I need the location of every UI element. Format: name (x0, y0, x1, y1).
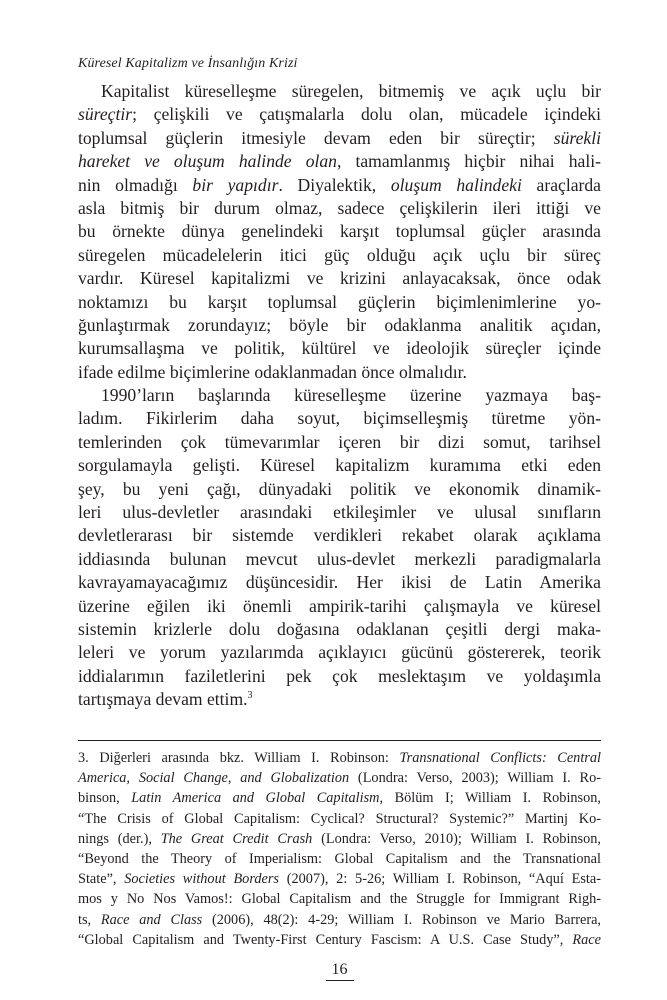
text-line (78, 244, 601, 267)
text-run: (Londra: Verso, 2010); William I. Robinson, (312, 830, 601, 847)
footnote-line (78, 748, 601, 768)
page-footer (78, 961, 601, 981)
italic-text: oluşum halindeki (390, 174, 522, 195)
text-run: binson, (78, 790, 132, 807)
text-line (78, 384, 601, 407)
footnote-line (78, 829, 601, 849)
text-run: leleri ve yorum yazılarımda açıklayıcı gücünü göstererek, teorik (78, 642, 601, 663)
text-line (78, 103, 601, 126)
text-line (78, 431, 601, 454)
italic-text: The Great Credit Crash (160, 830, 313, 847)
italic-text: Race and Class (100, 911, 203, 928)
text-run: “The Crisis of Global Capitalism: Cyclical? Structural? Systemic?” Martinj Ko- (78, 810, 601, 827)
text-line (78, 267, 601, 290)
footnote-separator (78, 740, 601, 741)
body-text (78, 80, 601, 712)
footnote-line (78, 910, 601, 930)
text-line (78, 127, 601, 150)
text-line (78, 174, 601, 197)
text-run: üzerine eğilen iki önemli ampirik-tarihi çalışmayla ve küresel (78, 595, 601, 616)
text-run: “Global Capitalism and Twenty-First Century Fascism: A U.S. Case Study”, (78, 931, 573, 948)
text-run: Kapitalist küreselleşme süregelen, bitmemiş ve açık uçlu bir (101, 81, 601, 101)
text-run: devletlerarası bir sistemde verdikleri rekabet olarak açıklama (78, 525, 601, 546)
footnotes (78, 748, 601, 950)
text-run: (Londra: Verso, 2003); William I. Ro- (349, 770, 601, 787)
text-run: sistemin krizlerle dolu doğasına odaklanan çeşitli dergi maka- (78, 618, 601, 639)
italic-text: bir yapıdır (192, 174, 279, 195)
text-run: temlerinden çok tümevarımlar içeren bir dizi somut, tarihsel (78, 431, 601, 452)
text-run: tamamlanmış hiçbir nihai hali- (341, 151, 601, 172)
text-run: (2007), 2: 5-26; William I. Robinson, “Aquí Esta- (279, 871, 601, 888)
text-line (78, 595, 601, 618)
text-run: noktamızı bu karşıt toplumsal güçlerin biçimlenimlerine yo- (78, 291, 601, 312)
text-run: sorgulamayla gelişti. Küresel kapitalizm kuramıma etki eden (78, 455, 601, 476)
italic-text: Latin America and Global Capitalism (131, 790, 380, 807)
text-run: . Diyalektik, (278, 174, 391, 195)
text-line (78, 571, 601, 594)
text-line (78, 150, 601, 173)
text-run: araçlarda (521, 174, 601, 195)
text-line (78, 665, 601, 688)
text-line (78, 454, 601, 477)
text-run: ladım. Fikirlerim daha soyut, biçimselleşmiş türetme yön- (78, 408, 601, 429)
italic-text: Societies without Borders (124, 871, 279, 888)
text-run: kavrayamayacağımız düşüncesidir. Her ikisi de Latin Amerika (78, 572, 601, 593)
footnote-line (78, 849, 601, 869)
italic-text: Transnational Conflicts: Central (399, 750, 601, 766)
text-line (78, 688, 601, 711)
text-line (78, 478, 601, 501)
running-head: Küresel Kapitalizm ve İnsanlığın Krizi (78, 56, 298, 71)
footnote-line (78, 768, 601, 788)
text-run: iddialarımın faziletlerini pek çok meslektaşım ve yoldaşımla (78, 665, 601, 686)
text-run: ; çelişkili ve çatışmalarla dolu olan, mücadele içindeki (132, 104, 601, 125)
italic-text: hareket ve oluşum halinde olan, (78, 151, 342, 172)
footnote-line (78, 889, 601, 909)
text-run: mos y No Nos Vamos!: Global Capitalism and the Struggle for Immigrant Righ- (78, 891, 601, 908)
footnote-marker: 3 (247, 690, 253, 702)
footnote-line (78, 869, 601, 889)
text-run: iddiasında bulunan mevcut ulus-devlet merkezli paradigmalarla (78, 548, 601, 569)
italic-text: America, Social Change, and Globalization (78, 770, 350, 787)
page-number: 16 (326, 961, 354, 981)
text-line (78, 337, 601, 360)
text-run: (2006), 48(2): 4-29; William I. Robinson ve Mario Barrera, (202, 911, 601, 928)
text-run: nings (der.), (78, 830, 161, 847)
text-line (78, 524, 601, 547)
text-run: ğunlaştırmak zorundayız; böyle bir odaklanma analitik açıdan, (78, 314, 601, 335)
text-line (78, 618, 601, 641)
italic-text: sürekli (553, 127, 601, 148)
text-line (78, 548, 601, 571)
text-run: “Beyond the Theory of Imperialism: Global Capitalism and the Transnational (78, 850, 601, 867)
text-run: State”, (78, 871, 125, 888)
text-run: 1990’ların başlarında küreselleşme üzerine yazmaya baş- (101, 385, 601, 406)
text-run: asla bitmiş bir durum olmaz, sadece çelişkilerin ileri ittiği ve (78, 197, 601, 218)
text-line (78, 314, 601, 337)
text-line (78, 80, 601, 103)
text-line (78, 407, 601, 430)
text-line (78, 361, 601, 384)
text-line (78, 220, 601, 243)
text-run: şey, bu yeni çağı, dünyadaki politik ve ekonomik dinamik- (78, 478, 601, 499)
text-run: tartışmaya devam ettim. (78, 689, 248, 710)
footnote-line (78, 809, 601, 829)
text-run: toplumsal güçlerin itmesiyle devam eden bir süreçtir; (78, 127, 554, 148)
text-run: nin olmadığı (78, 174, 193, 195)
paragraph (78, 80, 601, 384)
text-line (78, 197, 601, 220)
italic-text: Race (572, 931, 601, 948)
text-run: süregelen mücadelelerin itici güç olduğu açık uçlu bir süreç (78, 244, 601, 265)
footnote-line (78, 930, 601, 950)
text-run: 3. Diğerleri arasında bkz. William I. Robinson: (78, 750, 400, 766)
book-page (78, 0, 601, 1000)
paragraph (78, 384, 601, 711)
text-run: ts, (78, 911, 101, 928)
italic-text: süreçtir (78, 104, 133, 125)
text-run: , Bölüm I; William I. Robinson, (379, 790, 601, 807)
footnote-line (78, 788, 601, 808)
text-run: vardır. Küresel kapitalizmi ve krizini anlayacaksak, önce odak (78, 268, 601, 289)
text-run: leri ulus-devletler arasındaki etkileşimler ve ulusal sınıfların (78, 502, 601, 523)
text-run: ifade edilme biçimlerine odaklanmadan önce olmalıdır. (78, 361, 467, 382)
text-line (78, 641, 601, 664)
text-run: kurumsallaşma ve politik, kültürel ve ideolojik süreçler içinde (78, 338, 601, 359)
text-line (78, 291, 601, 314)
text-line (78, 501, 601, 524)
text-run: bu örnekte dünya genelindeki karşıt toplumsal güçler arasında (78, 221, 601, 242)
